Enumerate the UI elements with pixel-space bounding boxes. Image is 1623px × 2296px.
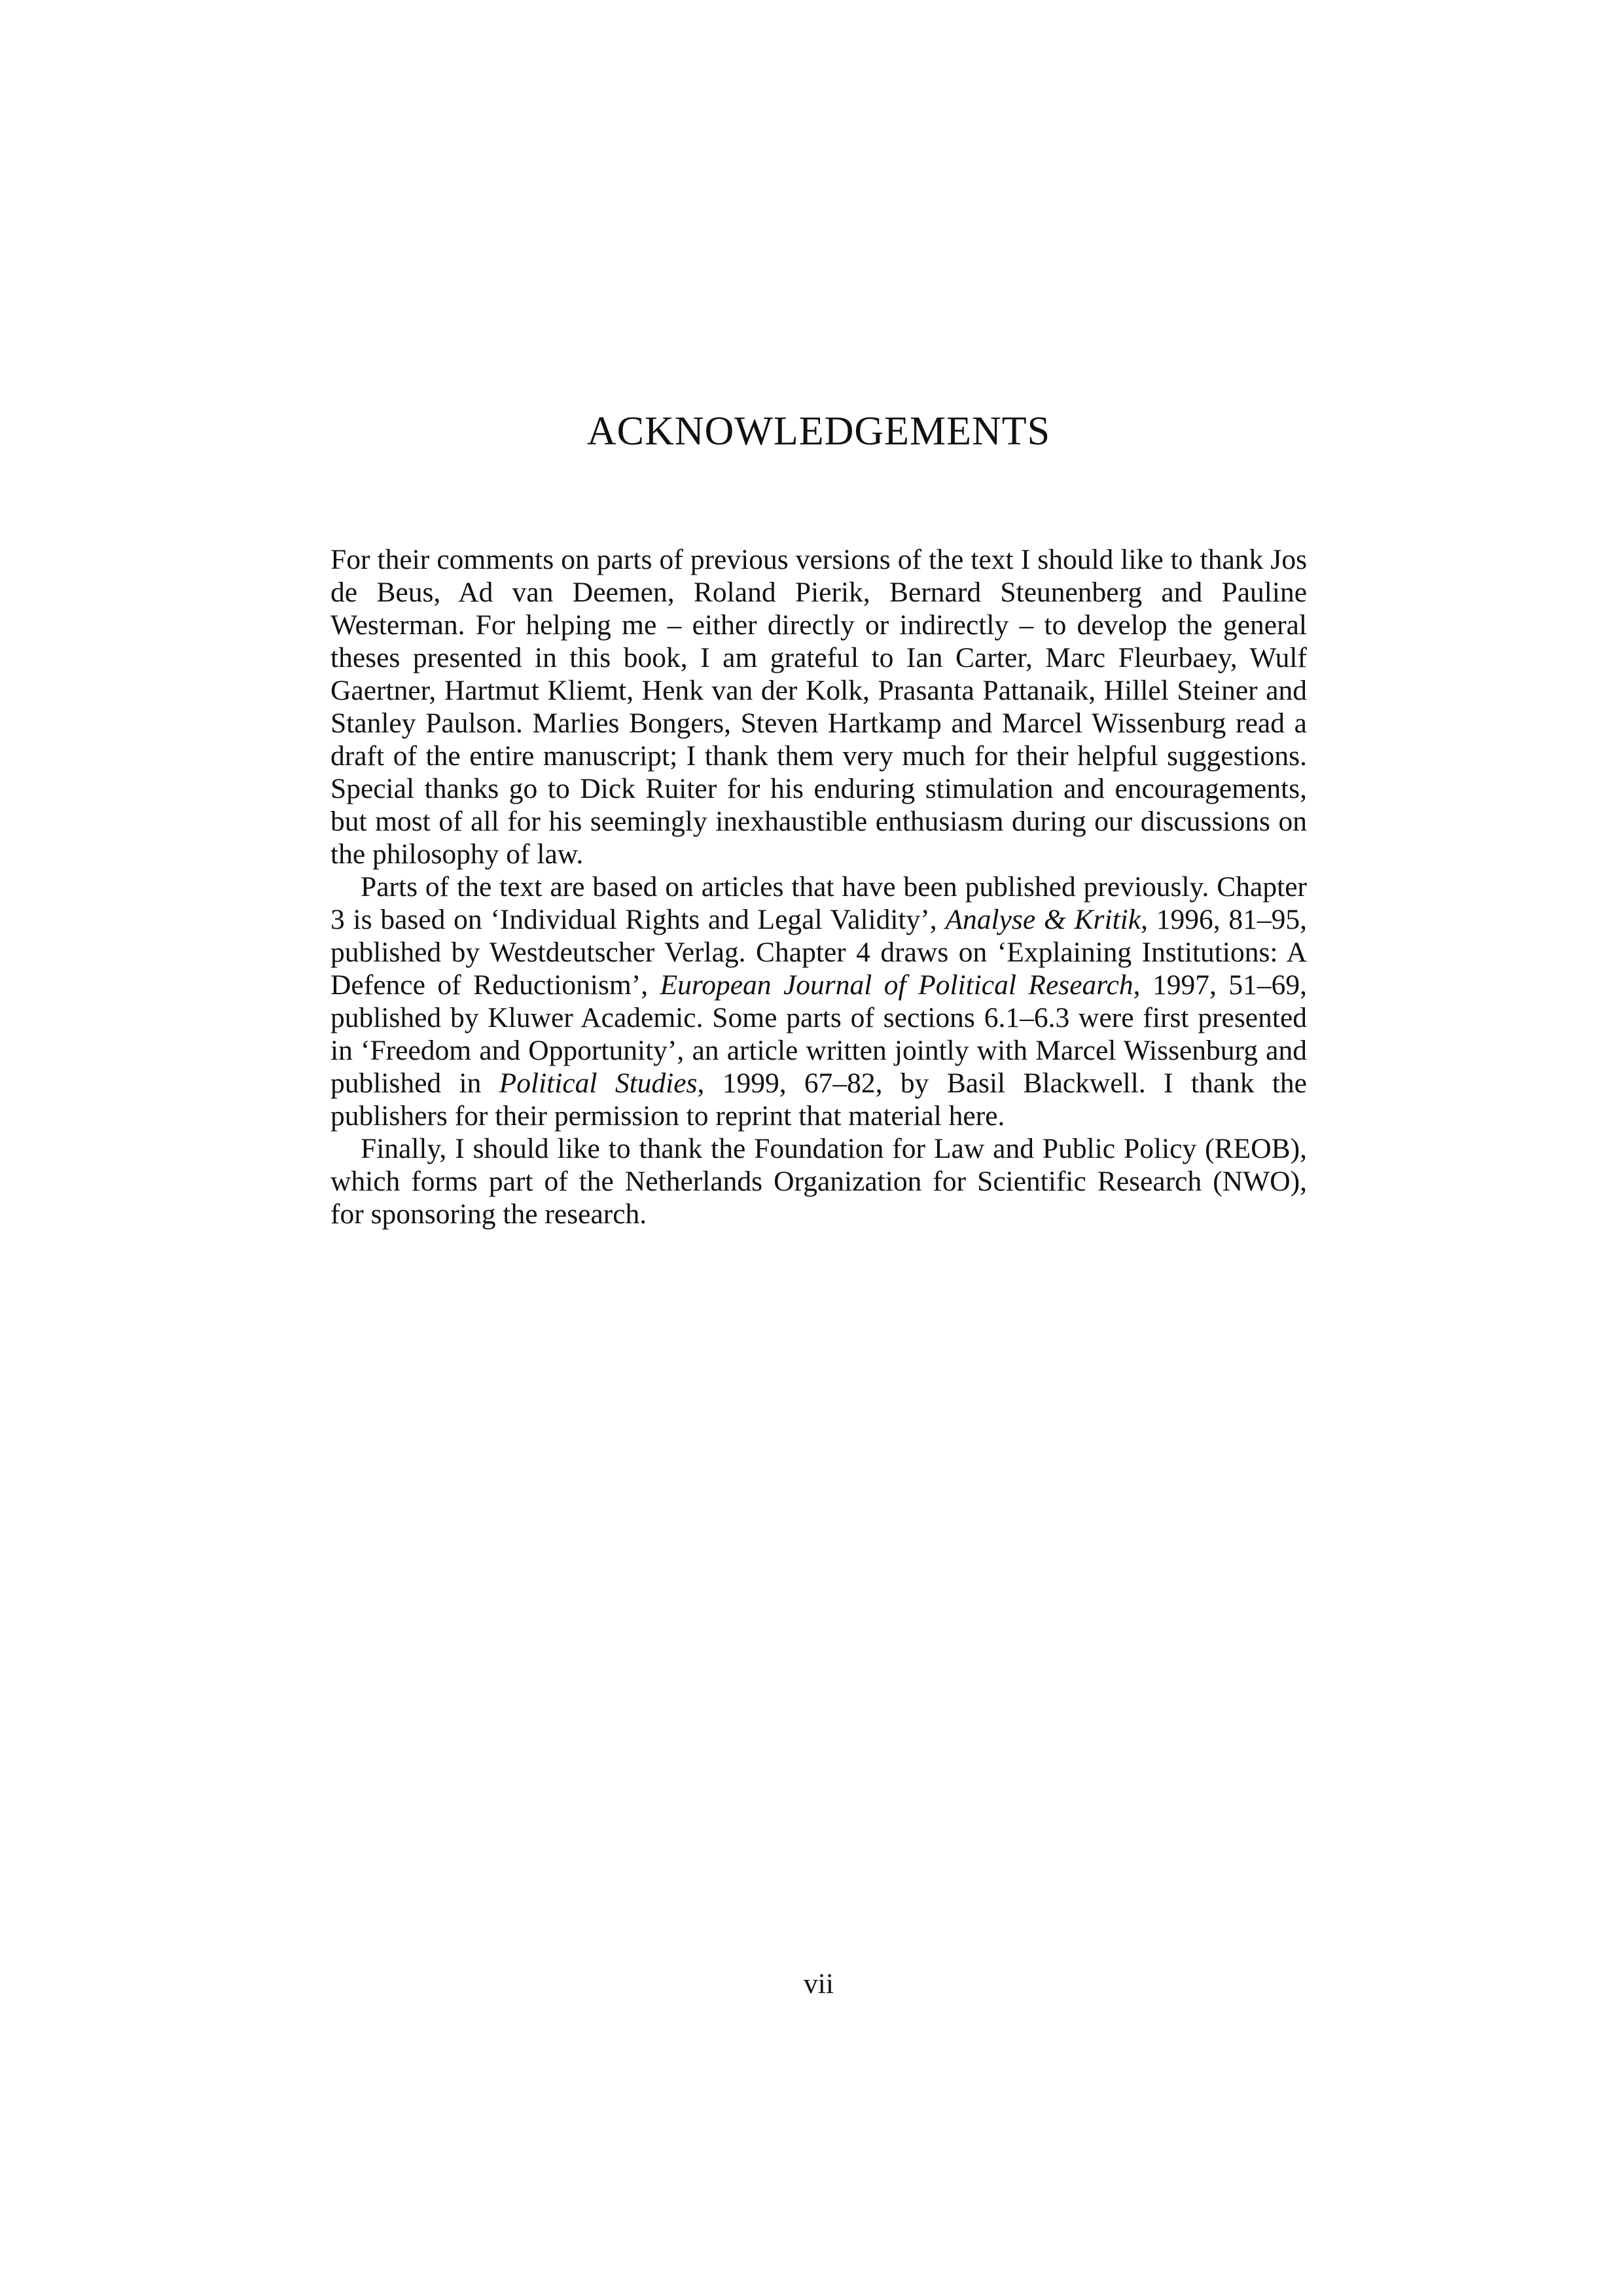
page-number: vii [804,1968,834,2000]
journal-title-ejpr: European Journal of Political Research [660,969,1133,1001]
paragraph-2-text-3: , 1997, 51–69, published by Kluwer Academic. Some parts of sections 6.1–6.3 were first presented in ‘Freedom and Opportunity’, an article written jointly with Marcel Wissenburg and published in [330,969,1307,1099]
page-title: ACKNOWLEDGEMENTS [586,409,1051,454]
acknowledgements-body [330,543,1307,1230]
paragraph-2 [330,870,1307,1132]
paragraph-3: Finally, I should like to thank the Foundation for Law and Public Policy (REOB), which forms part of the Netherlands Organization for Scientific Research (NWO), for sponsoring the research. [330,1133,1307,1230]
journal-title-analyse-kritik: Analyse & Kritik [945,904,1141,935]
paragraph-1: For their comments on parts of previous versions of the text I should like to thank Jos de Beus, Ad van Deemen, Roland Pierik, Bernard Steunenberg and Pauline Westerman. For helping me – either directly or indirectly – to develop the general theses presented in this book, I am grateful to Ian Carter, Marc Fleurbaey, Wulf Gaertner, Hartmut Kliemt, Henk van der Kolk, Prasanta Pattanaik, Hillel Steiner and Stanley Paulson. Marlies Bongers, Steven Hartkamp and Marcel Wissenburg read a draft of the entire manuscript; I thank them very much for their helpful suggestions. Special thanks go to Dick Ruiter for his enduring stimulation and encouragements, but most of all for his seemingly inexhaustible enthusiasm during our discussions on the philosophy of law. [330,544,1307,870]
journal-title-political-studies: Political Studies [499,1067,698,1099]
paragraph-2-text-4: , 1999, 67–82, by Basil Blackwell. I thank the publishers for their permission to reprint that material here. [330,1067,1307,1132]
paragraph-2-text-2: , 1996, 81–95, published by Westdeutscher Verlag. Chapter 4 draws on ‘Explaining Institutions: A Defence of Reductionism’, [330,904,1308,1001]
paragraph-2-text-1: Parts of the text are based on articles that have been published previously. Chapter 3 is based on ‘Individual Rights and Legal Validity’, [330,871,1307,935]
